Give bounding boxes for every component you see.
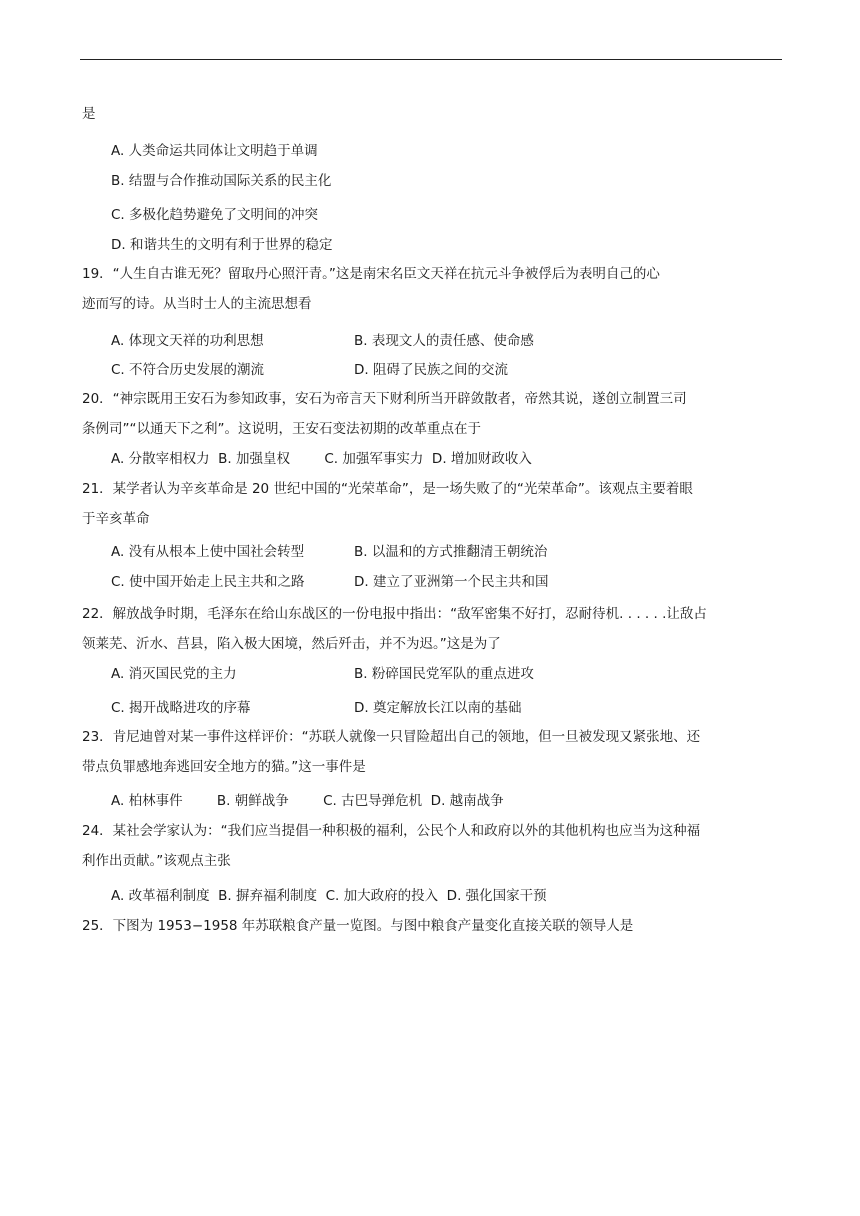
q19-option-d: D. 阻碍了民族之间的交流 bbox=[354, 362, 508, 378]
q25-stem-line1: 25．下图为 1953−1958 年苏联粮食产量一览图。与图中粮食产量变化直接关联的领导人是 bbox=[82, 918, 634, 934]
q24-stem-line2: 利作出贡献。”该观点主张 bbox=[82, 853, 231, 869]
q19-option-b: B. 表现文人的责任感、使命感 bbox=[354, 333, 534, 349]
q23-stem-line1: 23．肯尼迪曾对某一事件这样评价：“苏联人就像一只冒险超出自己的领地，但一旦被发现又紧张地、还 bbox=[82, 729, 701, 745]
q18-option-b: B. 结盟与合作推动国际关系的民主化 bbox=[111, 173, 332, 189]
q21-stem-line2: 于辛亥革命 bbox=[82, 511, 150, 527]
q21-stem-line1: 21．某学者认为辛亥革命是 20 世纪中国的“光荣革命”，是一场失败了的“光荣革命”。该观点主要着眼 bbox=[82, 481, 693, 497]
q23-options: A. 柏林事件 B. 朝鲜战争 C. 古巴导弹危机 D. 越南战争 bbox=[111, 793, 504, 809]
q24-stem-line1: 24．某社会学家认为：“我们应当提倡一种积极的福利，公民个人和政府以外的其他机构也应当为这种福 bbox=[82, 823, 701, 839]
q21-option-a: A. 没有从根本上使中国社会转型 bbox=[111, 544, 305, 560]
q18-continuation: 是 bbox=[82, 106, 96, 122]
q20-stem-line2: 条例司”“以通天下之利”。这说明，王安石变法初期的改革重点在于 bbox=[82, 421, 481, 437]
q20-options: A. 分散宰相权力 B. 加强皇权 C. 加强军事实力 D. 增加财政收入 bbox=[111, 451, 532, 467]
q22-option-b: B. 粉碎国民党军队的重点进攻 bbox=[354, 666, 534, 682]
q19-option-a: A. 体现文天祥的功利思想 bbox=[111, 333, 264, 349]
q18-option-a: A. 人类命运共同体让文明趋于单调 bbox=[111, 143, 318, 159]
q21-option-c: C. 使中国开始走上民主共和之路 bbox=[111, 574, 305, 590]
q22-stem-line1: 22．解放战争时期，毛泽东在给山东战区的一份电报中指出：“敌军密集不好打，忍耐待机. . . . . .让敌占 bbox=[82, 606, 707, 622]
q18-option-c: C. 多极化趋势避免了文明间的冲突 bbox=[111, 207, 319, 223]
q19-stem-line1: 19．“人生自古谁无死？留取丹心照汗青。”这是南宋名臣文天祥在抗元斗争被俘后为表明自己的心 bbox=[82, 266, 660, 282]
q21-option-b: B. 以温和的方式推翻清王朝统治 bbox=[354, 544, 548, 560]
header-rule bbox=[80, 59, 782, 60]
q22-option-a: A. 消灭国民党的主力 bbox=[111, 666, 237, 682]
q24-options: A. 改革福利制度 B. 摒弃福利制度 C. 加大政府的投入 D. 强化国家干预 bbox=[111, 888, 547, 904]
q19-stem-line2: 迹而写的诗。从当时士人的主流思想看 bbox=[82, 296, 312, 312]
q22-stem-line2: 领莱芜、沂水、莒县，陷入极大困境，然后歼击，并不为迟。”这是为了 bbox=[82, 636, 501, 652]
q23-stem-line2: 带点负罪感地奔逃回安全地方的猫。”这一事件是 bbox=[82, 759, 366, 775]
q21-option-d: D. 建立了亚洲第一个民主共和国 bbox=[354, 574, 549, 590]
q20-stem-line1: 20．“神宗既用王安石为参知政事，安石为帝言天下财利所当开辟敛散者，帝然其说，遂创立制置三司 bbox=[82, 391, 687, 407]
q22-option-d: D. 奠定解放长江以南的基础 bbox=[354, 700, 522, 716]
q22-option-c: C. 揭开战略进攻的序幕 bbox=[111, 700, 251, 716]
q19-option-c: C. 不符合历史发展的潮流 bbox=[111, 362, 265, 378]
q18-option-d: D. 和谐共生的文明有利于世界的稳定 bbox=[111, 237, 333, 253]
